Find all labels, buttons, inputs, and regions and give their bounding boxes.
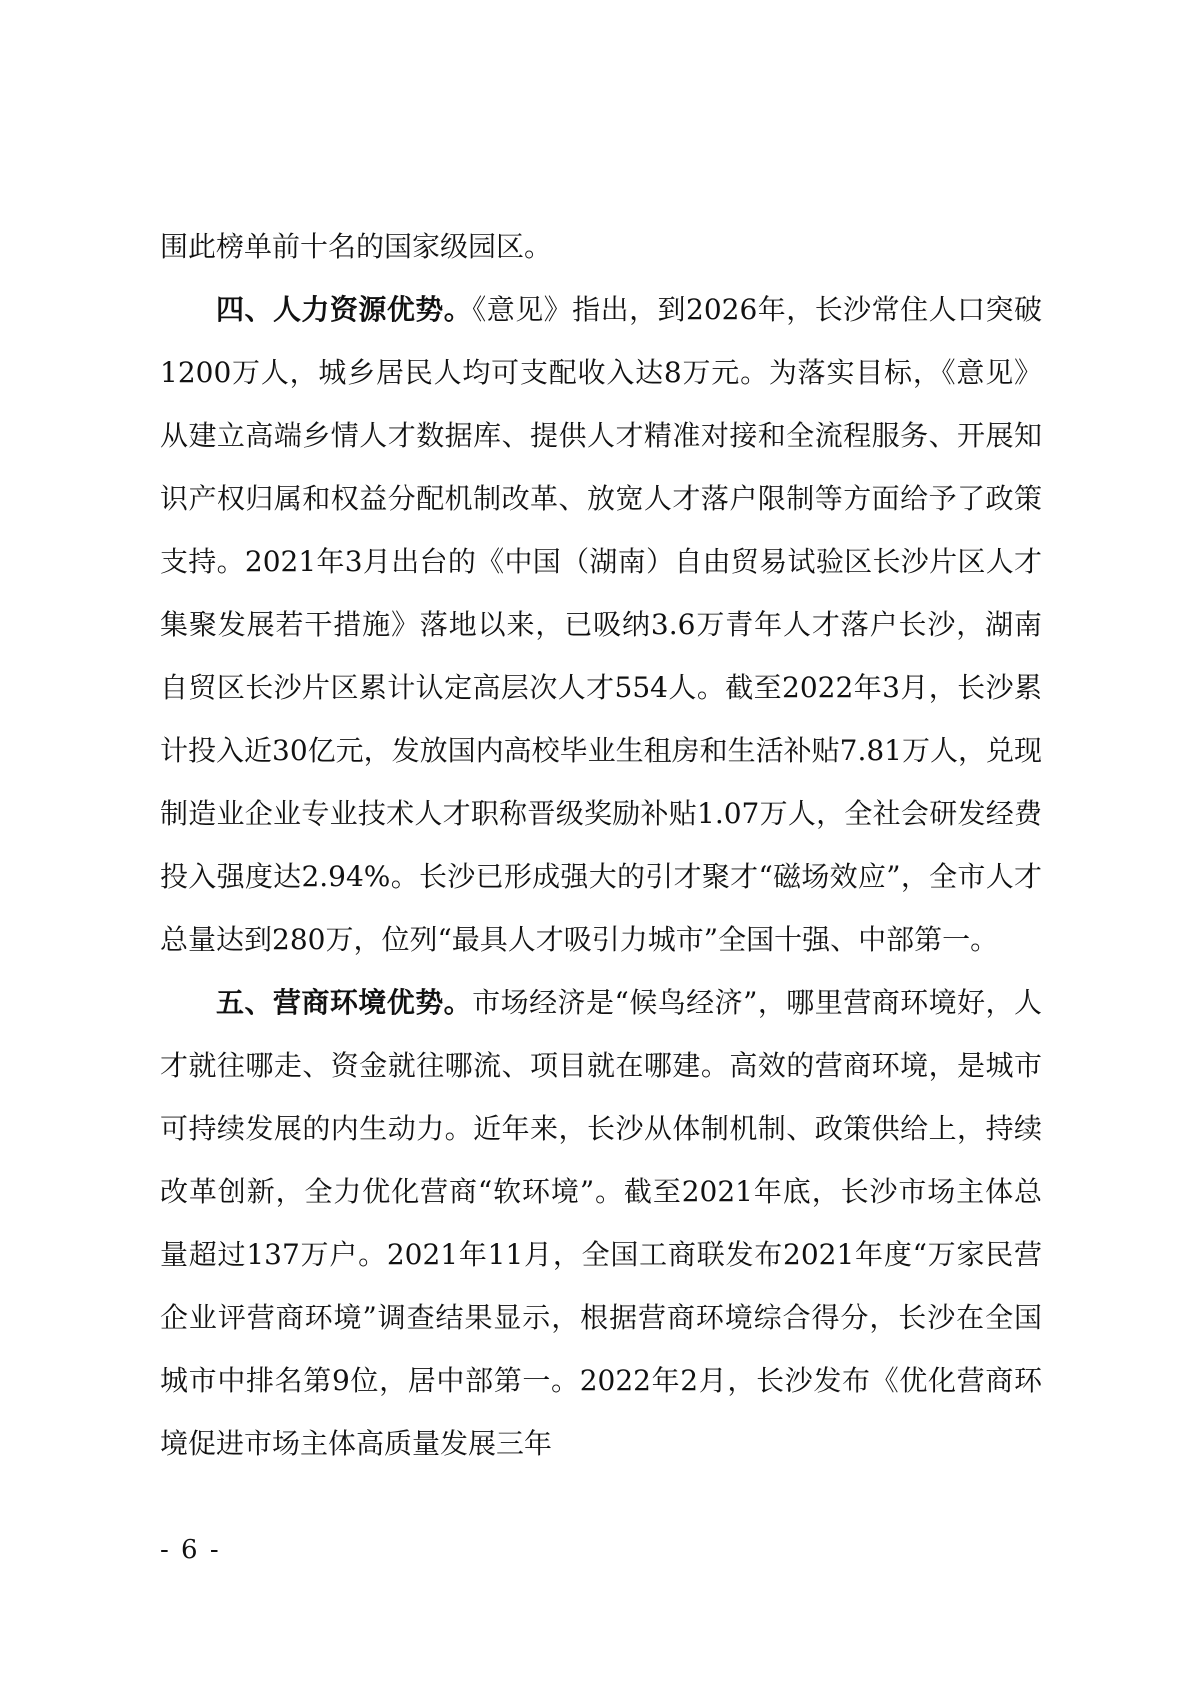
page-number: - 6 -	[160, 1535, 221, 1565]
paragraph-human-resources	[160, 278, 1042, 971]
body-text	[160, 215, 1042, 1475]
paragraph-business-environment	[160, 971, 1042, 1475]
paragraph-continuation	[160, 215, 1042, 278]
section-heading: 五、营商环境优势。	[216, 986, 473, 1019]
paragraph-text: 市场经济是“候鸟经济”，哪里营商环境好，人才就往哪走、资金就往哪流、项目就在哪建。高效的营商环境，是城市可持续发展的内生动力。近年来，长沙从体制机制、政策供给上，持续改革创新，全力优化营商“软环境”。截至2021年底，长沙市场主体总量超过137万户。2021年11月，全国工商联发布2021年度“万家民营企业评营商环境”调查结果显示，根据营商环境综合得分，长沙在全国城市中排名第9位，居中部第一。2022年2月，长沙发布《优化营商环境促进市场主体高质量发展三年	[160, 986, 1042, 1460]
paragraph-text: 围此榜单前十名的国家级园区。	[160, 230, 553, 263]
section-heading: 四、人力资源优势。	[216, 293, 473, 326]
paragraph-text: 《意见》指出，到2026年，长沙常住人口突破1200万人，城乡居民人均可支配收入达8万元。为落实目标，《意见》从建立高端乡情人才数据库、提供人才精准对接和全流程服务、开展知识产权归属和权益分配机制改革、放宽人才落户限制等方面给予了政策支持。2021年3月出台的《中国（湖南）自由贸易试验区长沙片区人才集聚发展若干措施》落地以来，已吸纳3.6万青年人才落户长沙，湖南自贸区长沙片区累计认定高层次人才554人。截至2022年3月，长沙累计投入近30亿元，发放国内高校毕业生租房和生活补贴7.81万人，兑现制造业企业专业技术人才职称晋级奖励补贴1.07万人，全社会研发经费投入强度达2.94%。长沙已形成强大的引才聚才“磁场效应”，全市人才总量达到280万，位列“最具人才吸引力城市”全国十强、中部第一。	[160, 293, 1042, 956]
